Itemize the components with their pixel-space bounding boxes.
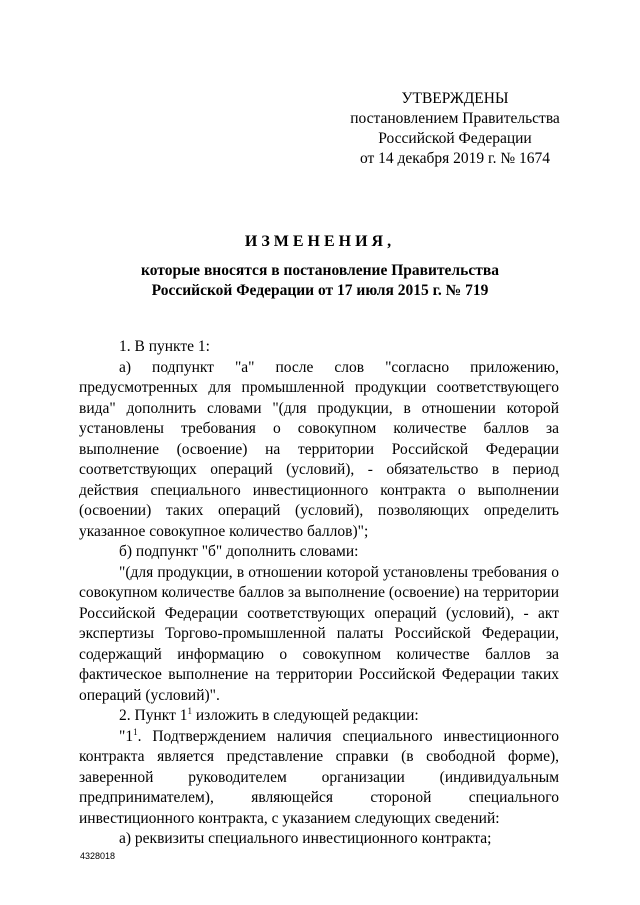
paragraph: б) подпункт "б" дополнить словами: — [119, 543, 359, 560]
paragraph: а) реквизиты специального инвестиционного контракта; — [119, 830, 492, 847]
subtitle-line: Российской Федерации от 17 июля 2015 г. № 719 — [151, 282, 489, 299]
paragraph: "(для продукции, в отношении которой установлены требования о совокупном количестве баллов за выполнение (освоение) на территории Российской Федерации соответствующих операций (условий), - акт экспертизы Торгово-промышленной палаты Российской Федерации, содержащий информацию о совокупном количестве баллов за фактическое выполнение на территории Российской Федерации таких операций (условий)". — [79, 563, 559, 704]
subtitle-line: которые вносятся в постановление Правительства — [141, 262, 499, 279]
paragraph — [79, 706, 559, 727]
superscript: 1 — [187, 705, 192, 716]
approval-date-number: от 14 декабря 2019 г. № 1674 — [359, 150, 551, 167]
document-body — [79, 337, 559, 850]
approval-line: постановлением Правительства — [350, 110, 560, 127]
approval-line: Российской Федерации — [378, 130, 532, 147]
superscript: 1 — [133, 726, 138, 737]
paragraph-text: 2. Пункт 1 — [119, 707, 188, 724]
approval-block — [340, 89, 570, 169]
paragraph-text: изложить в следующей редакции: — [191, 707, 419, 724]
paragraph-text: . Подтверждением наличия специального инвестиционного контракта является представление справки (в свободной форме), заверенной руководителем организации (индивидуальным предпринимателем), являющейся стороной специального инвестиционного контракта, с указанием следующих сведений: — [79, 727, 559, 827]
document-subtitle — [0, 261, 640, 301]
paragraph — [79, 727, 559, 830]
approval-heading: УТВЕРЖДЕНЫ — [401, 90, 509, 107]
document-id: 4328018 — [80, 851, 116, 861]
paragraph-text: "1 — [119, 727, 134, 745]
paragraph: 1. В пункте 1: — [119, 338, 210, 355]
paragraph: а) подпункт "а" после слов "согласно приложению, предусмотренных для промышленной продукции соответствующего вида" дополнить словами "(для продукции, в отношении которой установлены требования о совокупном количестве баллов за выполнение (освоение) на территории Российской Федерации соответствующих операций (условий), - обязательство в период действия специального инвестиционного контракта о выполнении (освоении) таких операций (условий), позволяющих определить указанное совокупное количество баллов)"; — [79, 358, 559, 540]
document-title: ИЗМЕНЕНИЯ, — [244, 233, 396, 250]
